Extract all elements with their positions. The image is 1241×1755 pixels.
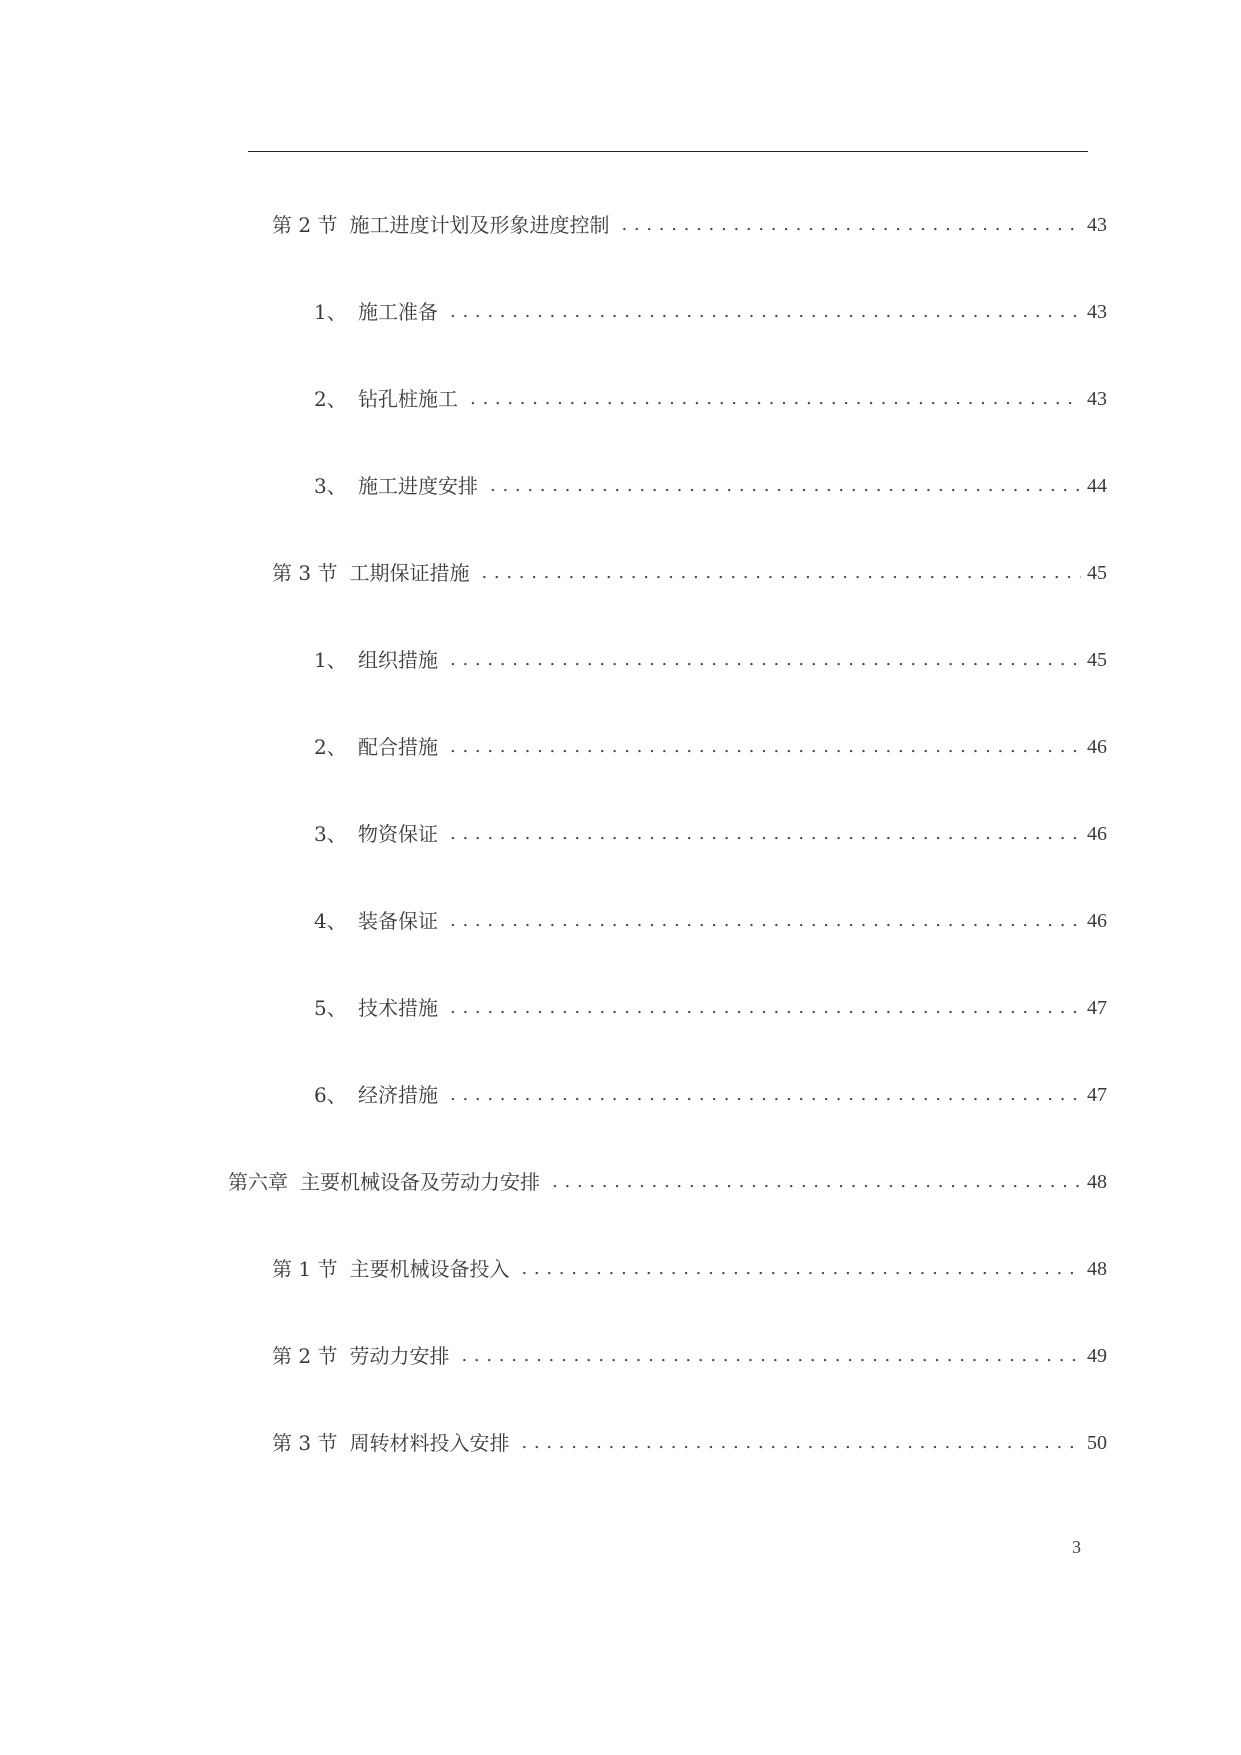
toc-entry[interactable] [314,469,1107,499]
toc-entry[interactable] [272,208,1107,238]
toc-entry[interactable] [272,1252,1107,1282]
dot-leader [450,995,1081,1021]
toc-entry-page: 46 [1087,823,1107,845]
toc-entry-title: 钻孔桩施工 [358,387,458,411]
toc-entry-prefix: 2、 [314,735,347,759]
toc-entry-title: 施工准备 [358,300,438,324]
toc-entry[interactable] [314,991,1107,1021]
toc-entry-title: 劳动力安排 [349,1344,450,1368]
toc-entry[interactable] [228,1165,1107,1195]
toc-entry-prefix: 6、 [314,1083,347,1107]
toc-entry-prefix: 第 1 节 [272,1257,338,1281]
toc-entry[interactable] [314,295,1107,325]
toc-entry-prefix: 1、 [314,300,347,324]
dot-leader [450,647,1081,673]
toc-entry[interactable] [314,382,1107,412]
dot-leader [621,212,1081,238]
page-number: 3 [1072,1537,1081,1557]
dot-leader [521,1430,1081,1456]
dot-leader [461,1343,1081,1369]
toc-entry-page: 43 [1087,388,1107,410]
toc-entry-prefix: 第 2 节 [272,1344,338,1368]
toc-entry-page: 48 [1087,1171,1107,1193]
toc-entry[interactable] [272,1426,1107,1456]
dot-leader [450,734,1081,760]
toc-entry-prefix: 3、 [314,474,347,498]
toc-entry-prefix: 5、 [314,996,347,1020]
dot-leader [490,473,1081,499]
dot-leader [450,821,1081,847]
toc-entry-page: 45 [1087,649,1107,671]
toc-entry-page: 47 [1087,1084,1107,1106]
toc-entry-title: 周转材料投入安排 [349,1431,510,1455]
toc-entry-page: 50 [1087,1432,1107,1454]
toc-entry-prefix: 第 2 节 [272,213,338,237]
toc-entry[interactable] [272,1339,1107,1369]
dot-leader [470,386,1081,412]
dot-leader [450,299,1081,325]
toc-entry-page: 47 [1087,997,1107,1019]
toc-entry[interactable] [314,817,1107,847]
toc-entry[interactable] [314,1078,1107,1108]
toc-entry[interactable] [314,643,1107,673]
toc-entry[interactable] [314,730,1107,760]
toc-entry-title: 主要机械设备投入 [349,1257,510,1281]
toc-entry-title: 组织措施 [358,648,438,672]
toc-entry-title: 技术措施 [358,996,438,1020]
toc-entry-title: 物资保证 [358,822,438,846]
toc-entry-prefix: 2、 [314,387,347,411]
toc-entry-page: 43 [1087,214,1107,236]
toc-entry-prefix: 4、 [314,909,347,933]
toc-entry-title: 施工进度安排 [358,474,478,498]
toc-entry-page: 44 [1087,475,1107,497]
toc-entry-page: 46 [1087,736,1107,758]
toc-entry-title: 工期保证措施 [349,561,470,585]
toc-entry-title: 主要机械设备及劳动力安排 [300,1170,540,1194]
toc-entry-title: 经济措施 [358,1083,438,1107]
toc-entry[interactable] [314,904,1107,934]
dot-leader [521,1256,1081,1282]
toc-entry-page: 46 [1087,910,1107,932]
toc-entry-prefix: 第六章 [228,1170,288,1194]
toc-entry-prefix: 1、 [314,648,347,672]
dot-leader [481,560,1081,586]
toc-entry-page: 49 [1087,1345,1107,1367]
toc-entry-page: 48 [1087,1258,1107,1280]
toc-entry-title: 施工进度计划及形象进度控制 [349,213,610,237]
dot-leader [450,908,1081,934]
toc-entry-prefix: 3、 [314,822,347,846]
toc-entry-prefix: 第 3 节 [272,1431,338,1455]
toc-entry-page: 43 [1087,301,1107,323]
toc-entry[interactable] [272,556,1107,586]
dot-leader [552,1169,1081,1195]
toc-entry-title: 装备保证 [358,909,438,933]
dot-leader [450,1082,1081,1108]
toc-entry-page: 45 [1087,562,1107,584]
toc-entry-title: 配合措施 [358,735,438,759]
toc-entry-prefix: 第 3 节 [272,561,338,585]
